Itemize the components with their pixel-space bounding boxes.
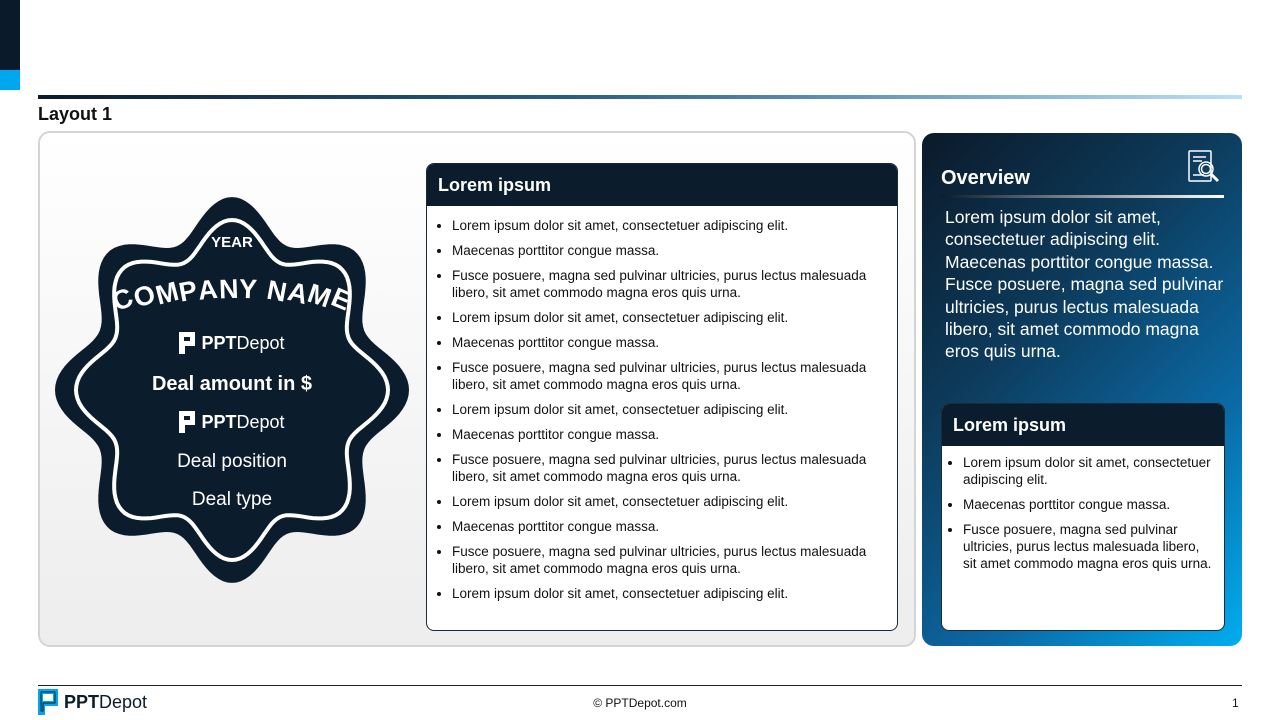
main-list-item: • Fusce posuere, magna sed pulvinar ultricies, purus lectus malesuada libero, sit amet commodo magna eros quis urna. <box>452 543 887 577</box>
side-list-item: • Lorem ipsum dolor sit amet, consectetuer adipiscing elit. <box>963 454 1216 488</box>
side-card-title: Lorem ipsum <box>942 404 1224 446</box>
main-list-item: • Fusce posuere, magna sed pulvinar ultricies, purus lectus malesuada libero, sit amet commodo magna eros quis urna. <box>452 359 887 393</box>
badge-logo-bottom <box>55 411 409 433</box>
badge-company-name <box>55 273 409 318</box>
company-name-text: COMPANY NAME <box>108 273 356 318</box>
logo-light-text: Depot <box>236 411 285 432</box>
overview-panel <box>922 133 1242 646</box>
page-number: 1 <box>1232 696 1239 710</box>
footer-logo-bold: PPT <box>64 691 100 712</box>
main-list-item: • Lorem ipsum dolor sit amet, consectetuer adipiscing elit. <box>452 309 887 326</box>
side-list-card <box>941 403 1225 631</box>
main-list-item: • Maecenas porttitor congue massa. <box>452 518 887 535</box>
pptdepot-mark-icon <box>179 332 195 354</box>
header-rule <box>38 95 1242 99</box>
main-list-item: • Lorem ipsum dolor sit amet, consectetuer adipiscing elit. <box>452 217 887 234</box>
logo-bold-text: PPT <box>201 411 237 432</box>
main-list-item: • Maecenas porttitor congue massa. <box>452 242 887 259</box>
main-bullet-list <box>427 206 897 602</box>
main-list-item: • Fusce posuere, magna sed pulvinar ultricies, purus lectus malesuada libero, sit amet commodo magna eros quis urna. <box>452 267 887 301</box>
footer-logo-light: Depot <box>99 691 148 712</box>
badge-logo-top <box>55 332 409 354</box>
main-list-card <box>426 163 898 631</box>
logo-bold-text: PPT <box>201 332 237 353</box>
side-list-item: • Fusce posuere, magna sed pulvinar ultricies, purus lectus malesuada libero, sit amet commodo magna eros quis urna. <box>963 521 1216 572</box>
side-bullet-list <box>942 446 1224 572</box>
main-list-item: • Lorem ipsum dolor sit amet, consectetuer adipiscing elit. <box>452 493 887 510</box>
document-search-icon <box>1186 149 1222 190</box>
slide-title: Layout 1 <box>38 104 113 124</box>
badge-year: YEAR <box>211 234 253 251</box>
main-list-item: • Lorem ipsum dolor sit amet, consectetuer adipiscing elit. <box>452 585 887 602</box>
side-list-item: • Maecenas porttitor congue massa. <box>963 496 1216 513</box>
overview-title: Overview <box>941 167 1030 189</box>
badge-deal-type: Deal type <box>191 489 273 510</box>
overview-text: Lorem ipsum dolor sit amet, consectetuer adipiscing elit. Maecenas porttitor congue massa. Fusce posuere, magna sed pulvinar ultricies, purus lectus malesuada libero, sit amet commodo magna eros quis urna. <box>945 207 1224 362</box>
main-list-item: • Maecenas porttitor congue massa. <box>452 334 887 351</box>
footer-rule <box>38 685 1242 686</box>
company-badge <box>55 196 409 584</box>
badge-deal-position: Deal position <box>177 451 287 472</box>
logo-light-text: Depot <box>236 332 285 353</box>
badge-deal-amount: Deal amount in $ <box>151 373 313 395</box>
corner-accent-dark <box>0 0 20 70</box>
main-list-item: • Maecenas porttitor congue massa. <box>452 426 887 443</box>
overview-rule <box>941 195 1224 198</box>
main-list-item: • Lorem ipsum dolor sit amet, consectetuer adipiscing elit. <box>452 401 887 418</box>
main-card-title: Lorem ipsum <box>427 164 897 206</box>
corner-accent-blue <box>0 70 20 90</box>
footer-copyright: © PPTDepot.com <box>593 696 687 710</box>
pptdepot-mark-icon <box>179 411 195 433</box>
main-list-item: • Fusce posuere, magna sed pulvinar ultricies, purus lectus malesuada libero, sit amet commodo magna eros quis urna. <box>452 451 887 485</box>
